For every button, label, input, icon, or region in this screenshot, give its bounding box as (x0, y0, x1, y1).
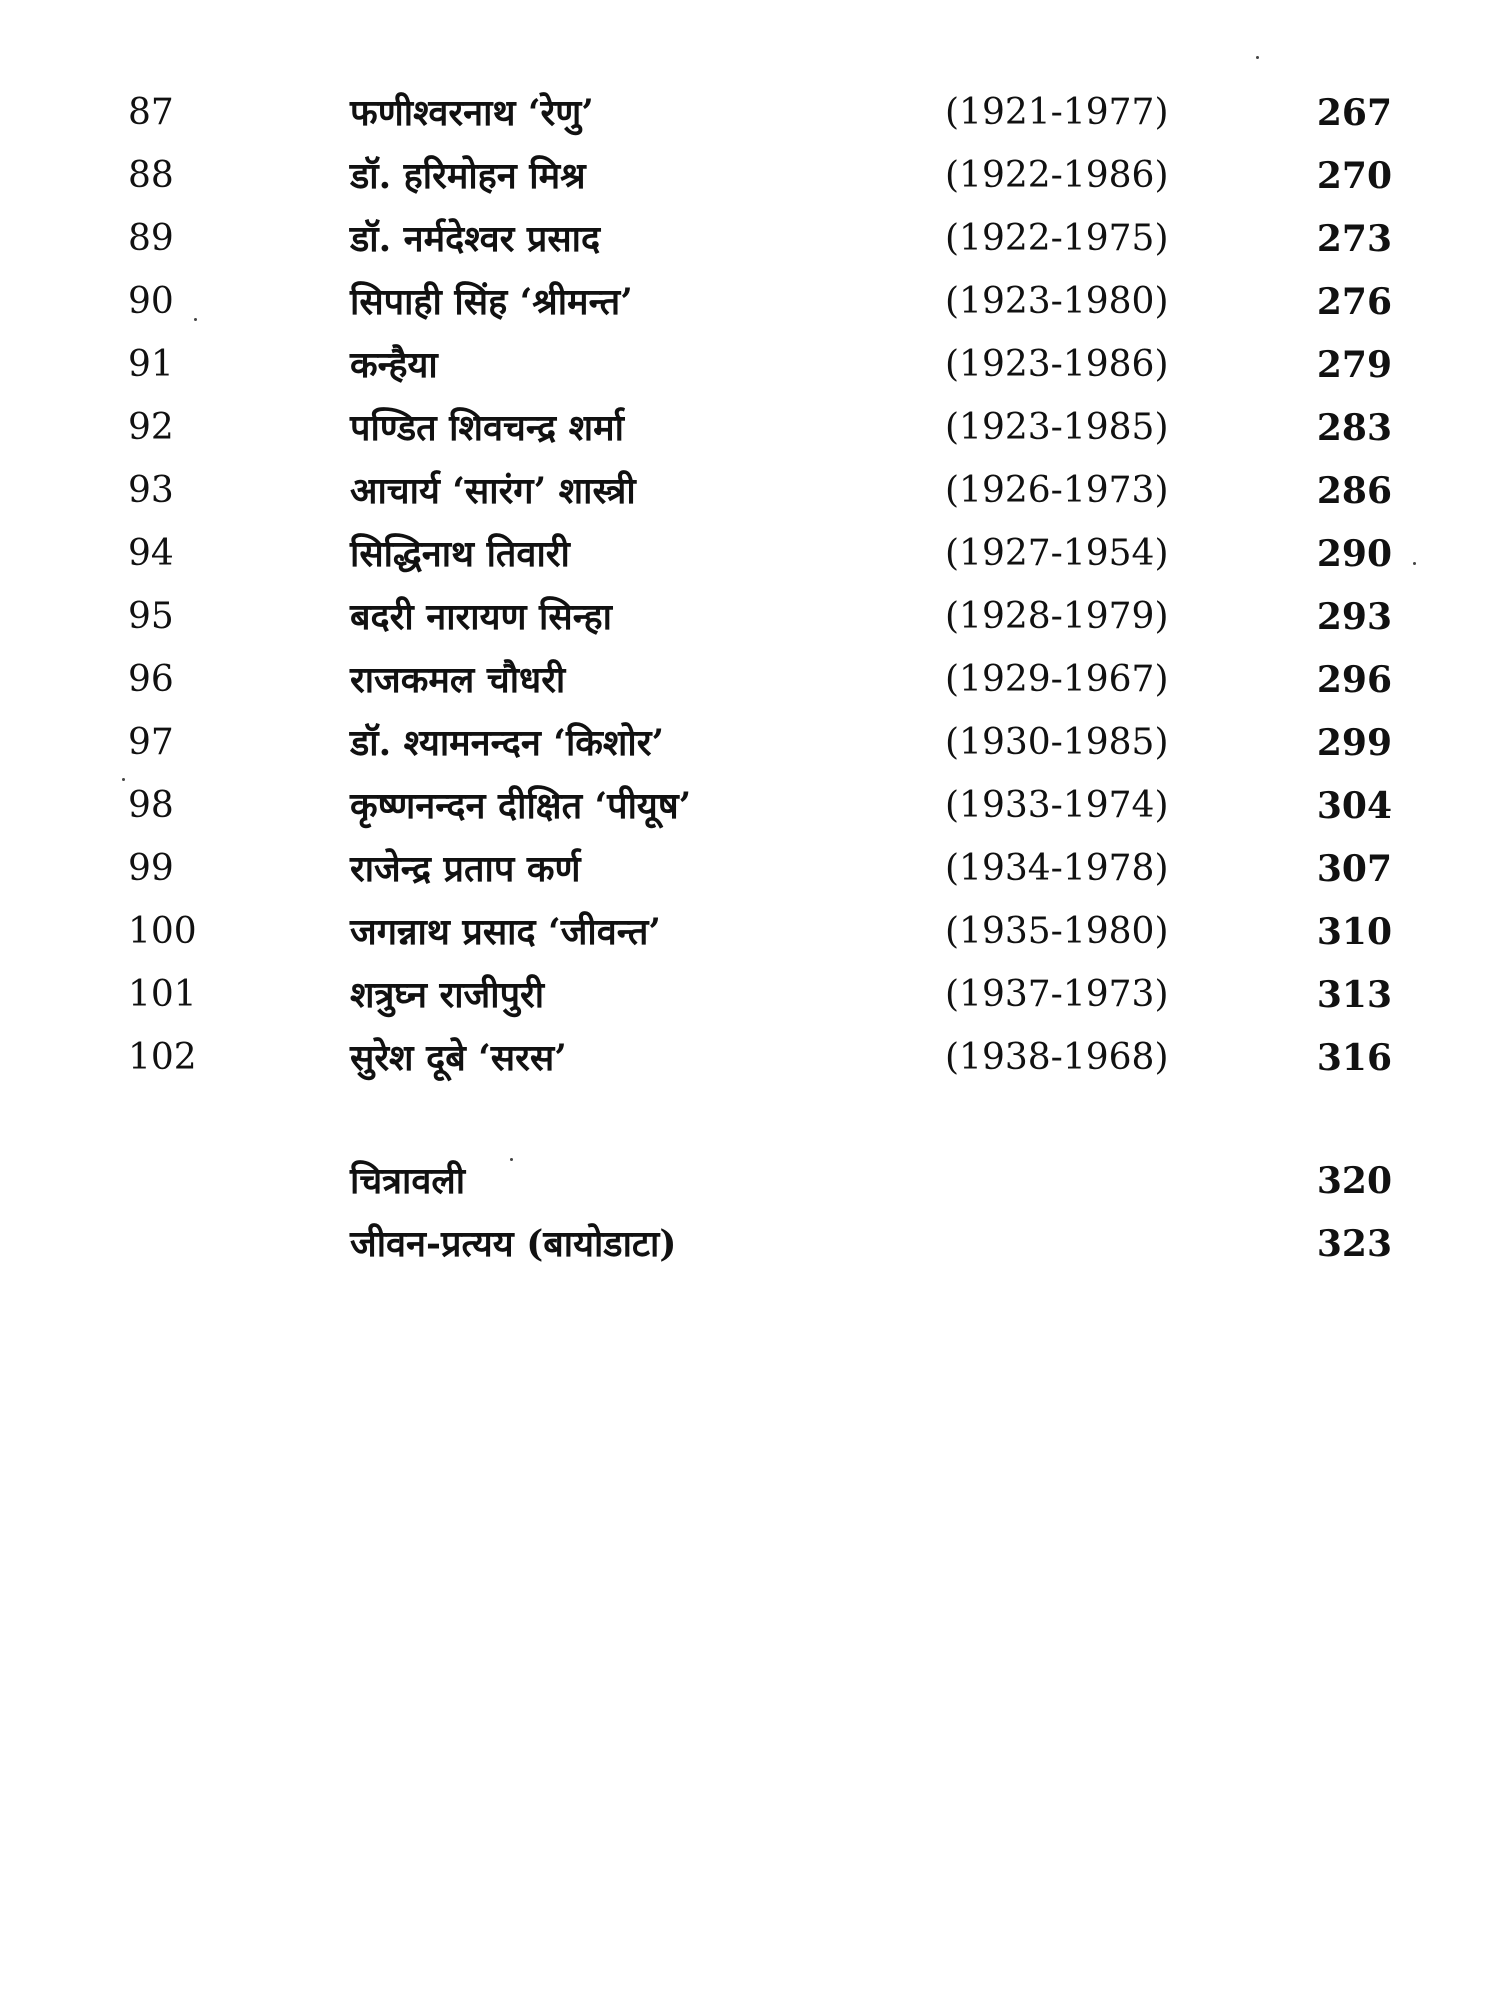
entry-years: (1929-1967) (945, 659, 1169, 700)
toc-entries (0, 88, 1500, 1096)
toc-row (0, 1033, 1500, 1096)
entry-page-number: 307 (1316, 848, 1392, 890)
toc-row (0, 655, 1500, 718)
extra-title: जीवन-प्रत्यय (बायोडाटा) (350, 1223, 677, 1265)
toc-row (0, 844, 1500, 907)
toc-row (0, 340, 1500, 403)
toc-row (0, 781, 1500, 844)
entry-number: 89 (128, 218, 174, 259)
entry-number: 90 (128, 281, 174, 322)
entry-name: सिद्धिनाथ तिवारी (350, 533, 570, 575)
entry-page-number: 296 (1316, 659, 1392, 701)
entry-number: 92 (128, 407, 174, 448)
entry-number: 94 (128, 533, 174, 574)
entry-name: आचार्य ‘सारंग’ शास्त्री (350, 470, 636, 512)
section-gap (0, 1096, 1500, 1156)
entry-years: (1930-1985) (945, 722, 1169, 763)
entry-number: 100 (128, 911, 197, 952)
entry-years: (1937-1973) (945, 974, 1169, 1015)
toc-row (0, 88, 1500, 151)
toc-row (0, 907, 1500, 970)
entry-years: (1933-1974) (945, 785, 1169, 826)
entry-years: (1938-1968) (945, 1037, 1169, 1078)
entry-years: (1923-1985) (945, 407, 1169, 448)
entry-page-number: 267 (1316, 92, 1392, 134)
entry-page-number: 293 (1316, 596, 1392, 638)
scan-speck (194, 318, 197, 321)
entry-name: शत्रुघ्न राजीपुरी (350, 974, 545, 1016)
entry-name: जगन्नाथ प्रसाद ‘जीवन्त’ (350, 911, 661, 953)
entry-name: डॉ. नर्मदेश्वर प्रसाद (350, 218, 601, 260)
entry-number: 95 (128, 596, 174, 637)
entry-page-number: 299 (1316, 722, 1392, 764)
entry-number: 96 (128, 659, 174, 700)
entry-years: (1922-1986) (945, 155, 1169, 196)
entry-page-number: 304 (1316, 785, 1392, 827)
entry-name: डॉ. श्यामनन्दन ‘किशोर’ (350, 722, 664, 764)
entry-years: (1934-1978) (945, 848, 1169, 889)
entry-number: 87 (128, 92, 174, 133)
entry-number: 93 (128, 470, 174, 511)
extra-page-number: 323 (1316, 1223, 1392, 1265)
toc-extras (0, 1156, 1500, 1282)
entry-years: (1927-1954) (945, 533, 1169, 574)
scan-speck (1256, 56, 1259, 59)
toc-row (0, 403, 1500, 466)
entry-number: 97 (128, 722, 174, 763)
entry-name: फणीश्वरनाथ ‘रेणु’ (350, 92, 594, 134)
entry-page-number: 279 (1316, 344, 1392, 386)
entry-number: 88 (128, 155, 174, 196)
entry-name: बदरी नारायण सिन्हा (350, 596, 612, 638)
scan-speck (510, 1158, 513, 1161)
entry-number: 91 (128, 344, 174, 385)
toc-row (0, 970, 1500, 1033)
entry-page-number: 310 (1316, 911, 1392, 953)
toc-extra-row (0, 1219, 1500, 1282)
entry-years: (1921-1977) (945, 92, 1169, 133)
toc-extra-row (0, 1156, 1500, 1219)
scan-speck (122, 778, 125, 781)
entry-page-number: 286 (1316, 470, 1392, 512)
toc-row (0, 529, 1500, 592)
toc-row (0, 277, 1500, 340)
entry-number: 98 (128, 785, 174, 826)
entry-years: (1922-1975) (945, 218, 1169, 259)
toc-row (0, 151, 1500, 214)
table-of-contents (0, 88, 1500, 1282)
toc-row (0, 466, 1500, 529)
entry-page-number: 283 (1316, 407, 1392, 449)
entry-name: राजेन्द्र प्रताप कर्ण (350, 848, 581, 890)
extra-title: चित्रावली (350, 1160, 466, 1202)
entry-name: सुरेश दूबे ‘सरस’ (350, 1037, 567, 1079)
entry-name: डॉ. हरिमोहन मिश्र (350, 155, 586, 197)
entry-name: राजकमल चौधरी (350, 659, 566, 701)
toc-row (0, 718, 1500, 781)
entry-page-number: 290 (1316, 533, 1392, 575)
toc-row (0, 214, 1500, 277)
entry-years: (1926-1973) (945, 470, 1169, 511)
entry-page-number: 316 (1316, 1037, 1392, 1079)
entry-name: कन्हैया (350, 344, 438, 386)
entry-name: कृष्णनन्दन दीक्षित ‘पीयूष’ (350, 785, 692, 827)
entry-name: सिपाही सिंह ‘श्रीमन्त’ (350, 281, 633, 323)
entry-page-number: 270 (1316, 155, 1392, 197)
entry-page-number: 273 (1316, 218, 1392, 260)
extra-page-number: 320 (1316, 1160, 1392, 1202)
entry-years: (1923-1980) (945, 281, 1169, 322)
entry-number: 101 (128, 974, 197, 1015)
entry-years: (1935-1980) (945, 911, 1169, 952)
entry-page-number: 276 (1316, 281, 1392, 323)
entry-years: (1923-1986) (945, 344, 1169, 385)
scan-speck (1413, 562, 1416, 565)
entry-page-number: 313 (1316, 974, 1392, 1016)
toc-row (0, 592, 1500, 655)
entry-name: पण्डित शिवचन्द्र शर्मा (350, 407, 624, 449)
entry-number: 102 (128, 1037, 197, 1078)
entry-number: 99 (128, 848, 174, 889)
entry-years: (1928-1979) (945, 596, 1169, 637)
